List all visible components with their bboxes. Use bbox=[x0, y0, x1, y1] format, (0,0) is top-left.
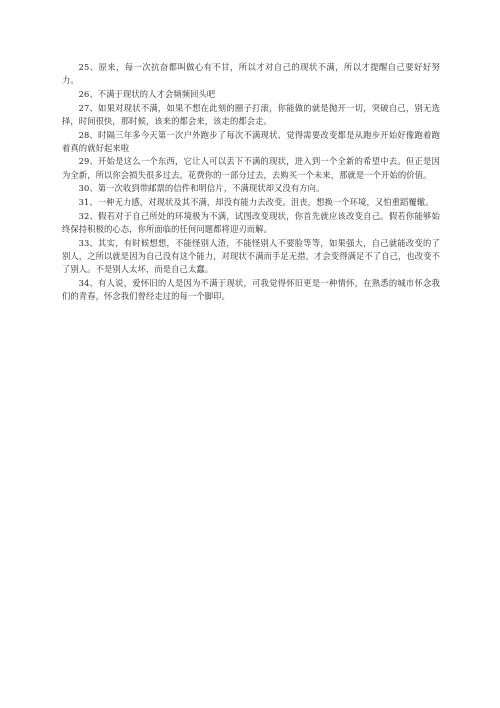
paragraph-30: 30、第一次收到带邮票的信件和明信片，不满现状却又没有方向。 bbox=[78, 183, 325, 194]
paragraph-34: 34、有人说，爱怀旧的人是因为不满于现状，可我觉得怀旧更是一种情怀，在熟悉的城市怀念我们的青春，怀念我们曾经走过的每一个脚印。 bbox=[62, 277, 440, 301]
paragraph-31: 31、一种无力感，对现状及其不满，却没有能力去改变。沮丧，想换一个环境，又怕重蹈覆辙。 bbox=[78, 197, 434, 208]
paragraph-28: 28、时隔三年多今天第一次户外跑步了每次不满现状、觉得需要改变都是从跑步开始好像跑着跑着真的就好起来啦 bbox=[62, 129, 440, 153]
document-body bbox=[62, 61, 440, 304]
paragraph-32: 32、假若对于自己所处的环境极为不满，试图改变现状，你首先就应该改变自己。假若你能够始终保持积极的心态，你所面临的任何问题都将迎刃而解。 bbox=[62, 210, 440, 234]
paragraph-27: 27、如果对现状不满，如果不想在此刻的圈子打滚，你能做的就是抛开一切，突破自己，别无选择，时间很快，那时候，该来的都会来，该走的都会走。 bbox=[62, 102, 440, 126]
paragraph-33: 33、其实，有时候想想，不能怪别人渣，不能怪别人不要脸等等，如果强大，自己就能改变的了别人，之所以就是因为自己没有这个能力，对现状不满而手足无措，才会变得满足不了自己，也改变不了别人。不是别人太坏，而是自己太蠢。 bbox=[62, 237, 440, 275]
paragraph-29: 29、开始是这么一个东西，它让人可以丢下不满的现状，进入到一个全新的希望中去。但正是因为全新，所以你会损失很多过去。花费你的一部分过去，去购买一个未来，那就是一个开始的价值。 bbox=[62, 156, 440, 180]
paragraph-25: 25、原来，每一次抗奋都叫做心有不甘，所以才对自己的现状不满，所以才提醒自己要好好努力。 bbox=[62, 62, 440, 86]
paragraph-26: 26、不满于现状的人才会频频回头吧 bbox=[78, 88, 216, 99]
